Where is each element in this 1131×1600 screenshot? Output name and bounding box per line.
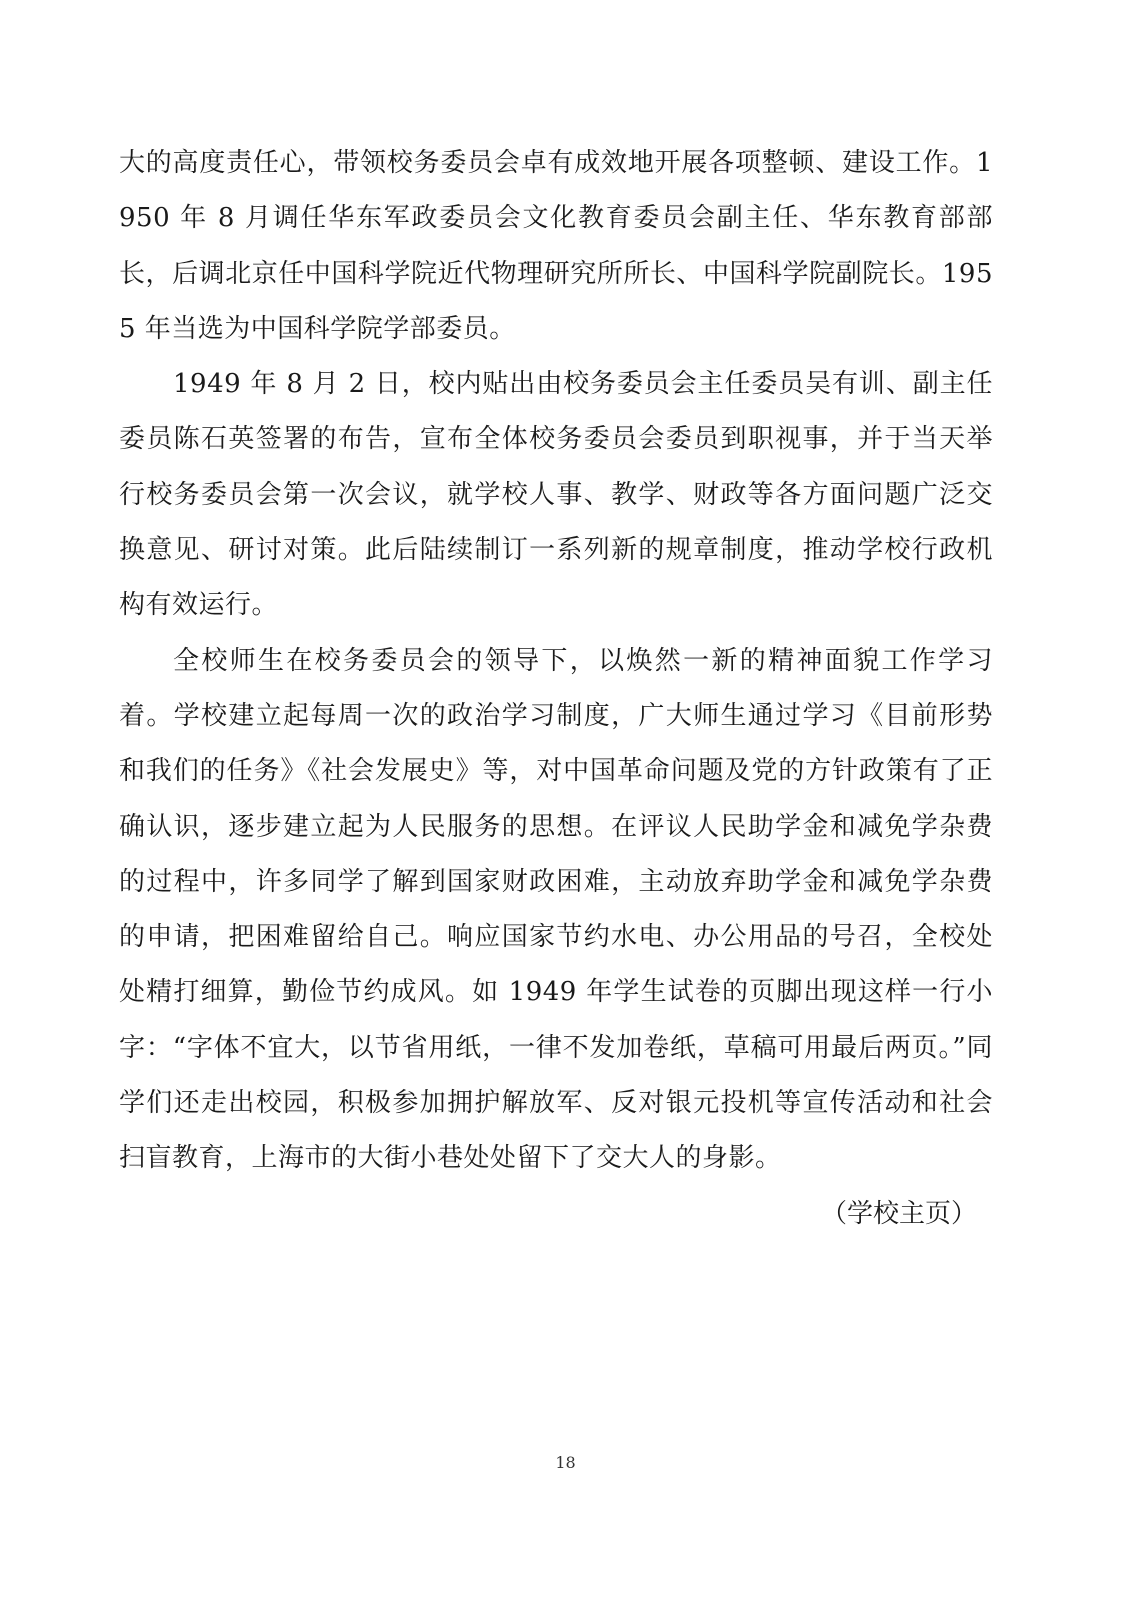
source-attribution: （学校主页） [820,1198,977,1229]
paragraph-2: 1949 年 8 月 2 日，校内贴出由校务委员会主任委员吴有训、副主任委员陈石英签署的布告，宣布全体校务委员会委员到职视事，并于当天举行校务委员会第一次会议，就学校人事、教学、财政等各方面问题广泛交换意见、研讨对策。此后陆续制订一系列新的规章制度，推动学校行政机构有效运行。 [119,369,993,621]
page-number: 18 [555,1453,576,1472]
paragraph-3: 全校师生在校务委员会的领导下，以焕然一新的精神面貌工作学习着。学校建立起每周一次的政治学习制度，广大师生通过学习《目前形势和我们的任务》《社会发展史》等，对中国革命问题及党的方针政策有了正确认识，逐步建立起为人民服务的思想。在评议人民助学金和减免学杂费的过程中，许多同学了解到国家财政困难，主动放弃助学金和减免学杂费的申请，把困难留给自己。响应国家节约水电、办公用品的号召，全校处处精打细算，勤俭节约成风。如 1949 年学生试卷的页脚出现这样一行小字：“字体不宜大，以节省用纸，一律不发加卷纸，草稿可用最后两页。”同学们还走出校园，积极参加拥护解放军、反对银元投机等宣传活动和社会扫盲教育，上海市的大街小巷处处留下了交大人的身影。 [119,645,993,1174]
paragraph-1: 大的高度责任心，带领校务委员会卓有成效地开展各项整顿、建设工作。1950 年 8 月调任华东军政委员会文化教育委员会副主任、华东教育部部长，后调北京任中国科学院近代物理研究所所长、中国科学院副院长。1955 年当选为中国科学院学部委员。 [119,148,993,344]
document-body [119,136,993,1242]
